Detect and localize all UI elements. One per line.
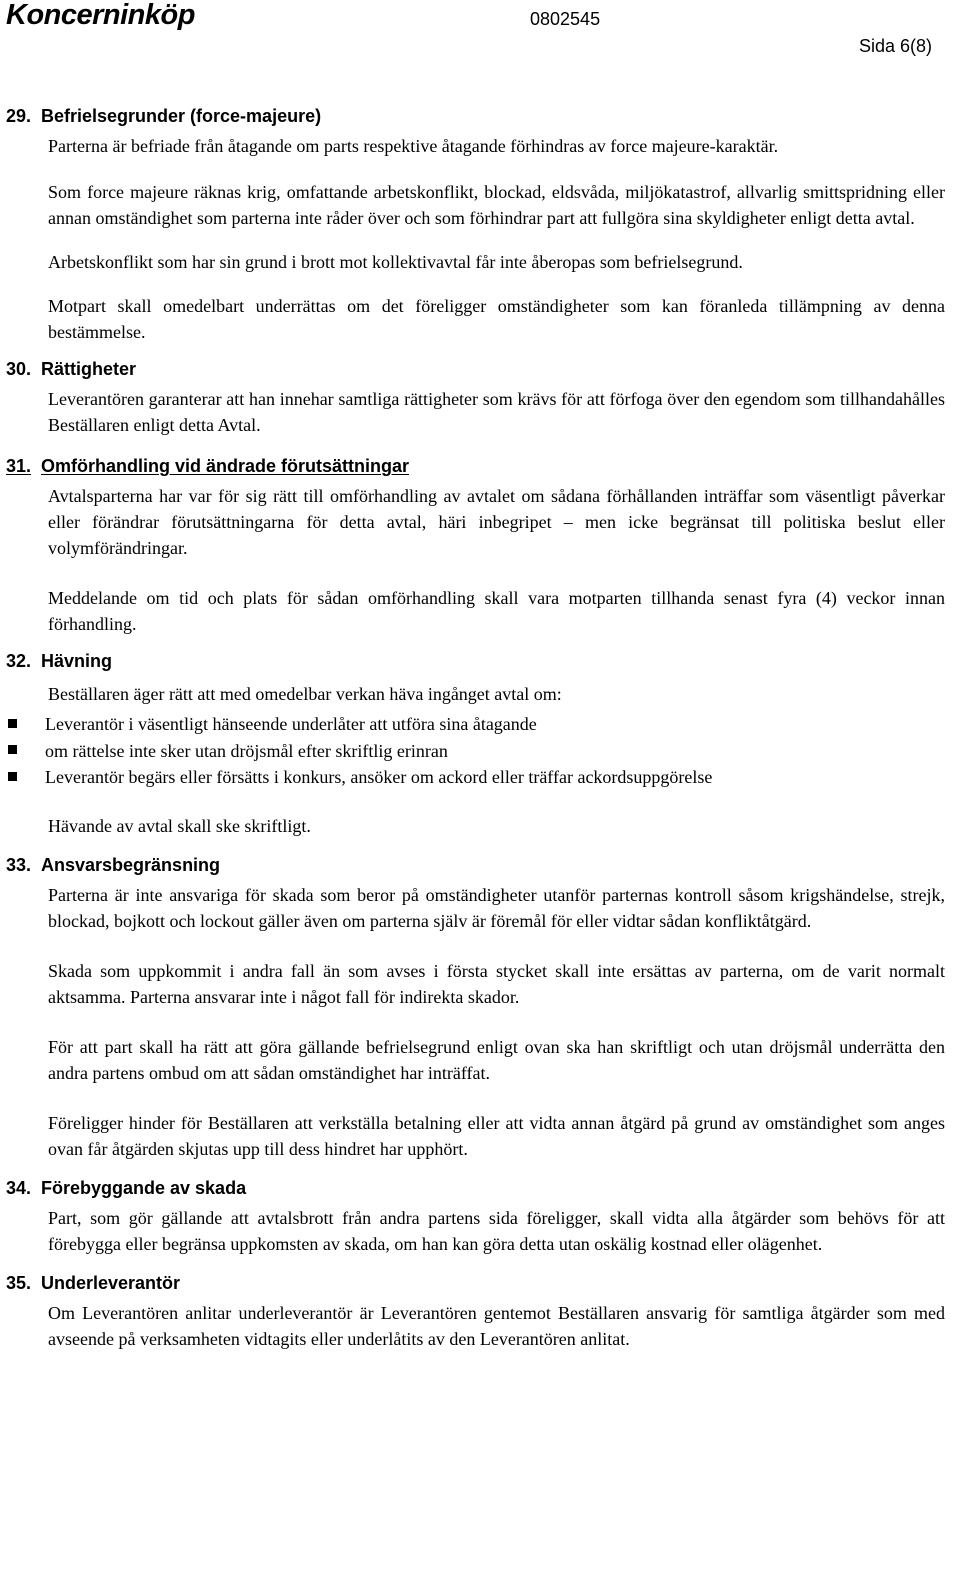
list-item-text: om rättelse inte sker utan dröjsmål efter skriftlig erinran xyxy=(45,740,448,761)
paragraph: Hävande av avtal skall ske skriftligt. xyxy=(48,815,311,836)
paragraph: Parterna är inte ansvariga för skada som beror på omständigheter utanför parternas kontroll såsom krigshändelse, strejk, blockad, bojkott och lockout gäller även om parterna själv är föremål för eller vidtar sådan konfliktåtgärd. xyxy=(48,884,945,931)
section-title: Ansvarsbegränsning xyxy=(41,854,221,875)
document-number: 0802545 xyxy=(530,9,601,29)
section-33 xyxy=(0,853,960,1162)
section-29 xyxy=(0,104,960,345)
section-number: 30. xyxy=(6,359,32,379)
section-number: 31. xyxy=(6,456,32,476)
list-item-text: Leverantör begärs eller försätts i konkurs, ansöker om ackord eller träffar ackordsuppgörelse xyxy=(45,767,713,787)
square-bullet-icon xyxy=(8,719,17,728)
paragraph: Som force majeure räknas krig, omfattande arbetskonflikt, blockad, eldsvåda, miljökatastrof, allvarlig smittspridning eller annan omständighet som parterna inte råder över och som förhindrar part att fullgöra sina skyldigheter enligt detta avtal. xyxy=(48,182,945,228)
section-number: 32. xyxy=(6,651,32,671)
paragraph: Part, som gör gällande att avtalsbrott från andra partens sida föreligger, skall vidta alla åtgärder som behövs för att förebygga eller begränsa uppkomsten av skada, om han kan göra detta utan oskälig kostnad eller olägenhet. xyxy=(48,1207,945,1254)
list-item xyxy=(8,764,945,791)
paragraph: Parterna är befriade från åtagande om parts respektive åtagande förhindras av force majeure-karaktär. xyxy=(48,136,779,156)
section-title: Underleverantör xyxy=(41,1272,181,1293)
section-heading xyxy=(6,1271,960,1295)
section-heading xyxy=(6,853,960,877)
paragraph: Skada som uppkommit i andra fall än som avses i första stycket skall inte ersättas av parterna, om de varit normalt aktsamma. Parterna ansvarar inte i något fall för indirekta skador. xyxy=(48,960,945,1007)
list-item-text: Leverantör i väsentligt hänseende underlåter att utföra sina åtagande xyxy=(45,714,537,734)
paragraph: Meddelande om tid och plats för sådan omförhandling skall vara motparten tillhanda senast fyra (4) veckor innan förhandling. xyxy=(48,588,945,634)
square-bullet-icon xyxy=(8,745,17,754)
paragraph: Avtalsparterna har var för sig rätt till omförhandling av avtalet om sådana förhållanden inträffar som väsentligt påverkar eller förändrar förutsättningarna för detta avtal, häri inbegripet – men icke begränsat till politiska beslut eller volymförändringar. xyxy=(48,486,945,558)
section-title: Förebyggande av skada xyxy=(41,1177,247,1198)
section-number: 33. xyxy=(6,854,32,875)
section-heading xyxy=(6,357,960,381)
brand-title: Koncerninköp xyxy=(6,0,195,31)
list-item xyxy=(8,738,945,765)
section-heading xyxy=(6,649,960,673)
square-bullet-icon xyxy=(8,772,17,781)
section-heading xyxy=(6,454,960,478)
paragraph: Leverantören garanterar att han innehar samtliga rättigheter som krävs för att förfoga över den egendom som tillhandahålles Beställaren enligt detta Avtal. xyxy=(48,389,945,435)
section-title: Hävning xyxy=(41,651,113,671)
section-title: Omförhandling vid ändrade förutsättningar xyxy=(41,456,410,476)
list-item xyxy=(8,711,945,738)
section-34 xyxy=(0,1176,960,1257)
section-number: 29. xyxy=(6,106,32,126)
section-30 xyxy=(0,357,960,438)
paragraph: Motpart skall omedelbart underrättas om det föreligger omständigheter som kan föranleda tillämpning av denna bestämmelse. xyxy=(48,296,945,342)
page-number: Sida 6(8) xyxy=(858,36,932,56)
paragraph: Om Leverantören anlitar underleverantör är Leverantören gentemot Beställaren ansvarig för samtliga åtgärder som med avseende på verksamheten vidtagits eller underlåtits av den Leverantören anlitat. xyxy=(48,1302,945,1349)
page-header xyxy=(0,0,960,70)
section-heading xyxy=(6,104,960,128)
paragraph: Föreligger hinder för Beställaren att verkställa betalning eller att vidta annan åtgärd på grund av omständighet som anges ovan får åtgärden skjutas upp till dess hindret har upphört. xyxy=(48,1112,945,1159)
section-title: Befrielsegrunder (force-majeure) xyxy=(41,106,322,126)
section-31 xyxy=(0,454,960,637)
document-body xyxy=(0,104,960,1352)
section-35 xyxy=(0,1271,960,1352)
section-number: 35. xyxy=(6,1272,32,1293)
paragraph: Beställaren äger rätt att med omedelbar verkan häva ingånget avtal om: xyxy=(48,684,562,704)
section-32 xyxy=(0,649,960,839)
section-title: Rättigheter xyxy=(41,359,137,379)
paragraph: För att part skall ha rätt att göra gällande befrielsegrund enligt ovan ska han skriftligt och utan dröjsmål underrätta den andra partens ombud om att sådan omständighet har inträffat. xyxy=(48,1036,945,1083)
section-number: 34. xyxy=(6,1177,32,1198)
termination-list xyxy=(8,711,945,791)
paragraph: Arbetskonflikt som har sin grund i brott mot kollektivavtal får inte åberopas som befrielsegrund. xyxy=(48,252,743,272)
section-heading xyxy=(6,1176,960,1200)
